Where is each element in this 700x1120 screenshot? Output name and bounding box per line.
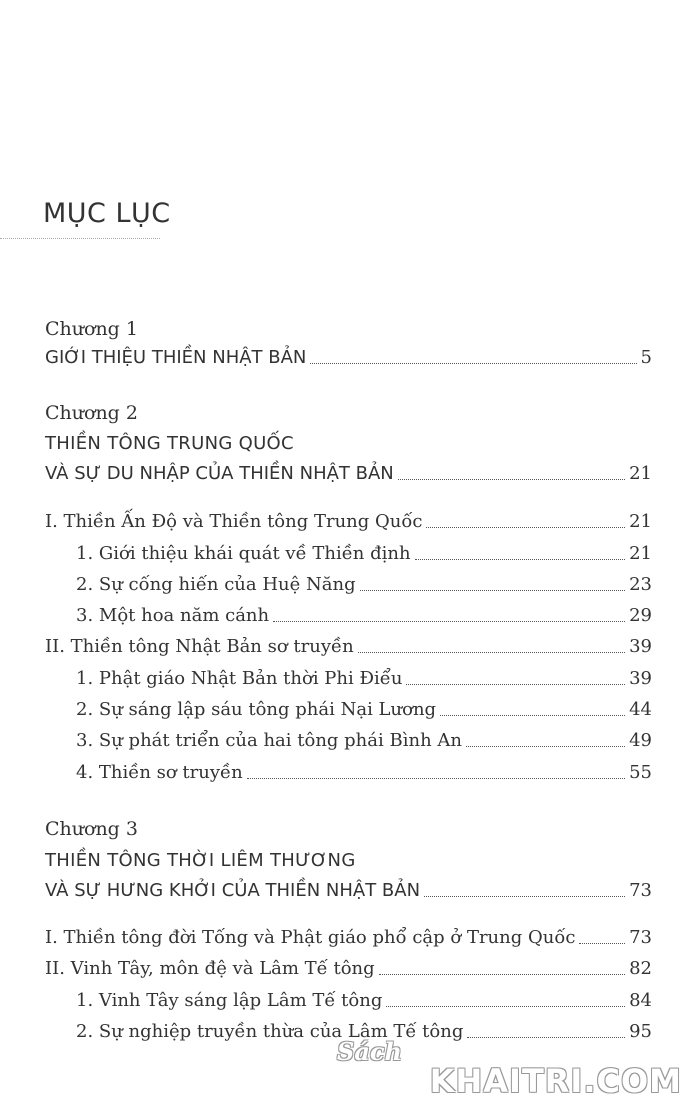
dot-leader [426, 527, 625, 528]
toc-entry-page: 44 [629, 699, 652, 720]
toc-entry-text: 1. Giới thiệu khái quát về Thiền định [76, 543, 411, 564]
toc-entry-page: 73 [629, 880, 652, 901]
dot-leader [406, 684, 625, 685]
toc-entry-text: 2. Sự nghiệp truyền thừa của Lâm Tế tông [76, 1021, 464, 1042]
dot-leader [424, 896, 625, 897]
toc-entry-text: 2. Sự sáng lập sáu tông phái Nại Lương [76, 699, 437, 720]
dot-leader [360, 590, 625, 591]
toc-entry-page: 95 [629, 1021, 652, 1042]
toc-entry-text: I. Thiền Ấn Độ và Thiền tông Trung Quốc [45, 511, 423, 532]
page-title: MỤC LỤC [43, 198, 171, 229]
toc-entry-page: 21 [629, 511, 652, 532]
toc-entry[interactable] [76, 667, 652, 691]
toc-entry[interactable] [76, 989, 652, 1013]
toc-entry-page: 21 [629, 543, 652, 564]
toc-entry[interactable] [76, 604, 652, 628]
toc-entry-text: 3. Một hoa năm cánh [76, 605, 270, 626]
chapter-1-label: Chương 1 [45, 318, 138, 340]
dot-leader [440, 715, 625, 716]
dot-leader [415, 559, 626, 560]
dot-leader [579, 943, 625, 944]
toc-entry[interactable] [45, 926, 652, 950]
toc-entry[interactable] [45, 635, 652, 659]
toc-entry-page: 49 [629, 730, 652, 751]
toc-entry-text: 1. Vinh Tây sáng lập Lâm Tế tông [76, 990, 383, 1011]
toc-entry[interactable] [45, 957, 652, 981]
toc-entry[interactable] [76, 573, 652, 597]
toc-entry[interactable] [45, 879, 652, 903]
dot-leader [386, 1006, 625, 1007]
toc-entry-page: 29 [629, 605, 652, 626]
toc-entry[interactable] [76, 729, 652, 753]
toc-entry-text: 1. Phật giáo Nhật Bản thời Phi Điểu [76, 668, 403, 689]
toc-entry-text: 2. Sự cống hiến của Huệ Năng [76, 574, 356, 595]
toc-entry-page: 39 [629, 668, 652, 689]
toc-entry[interactable] [76, 542, 652, 566]
chapter-2-label: Chương 2 [45, 402, 138, 424]
toc-entry-page: 55 [629, 762, 652, 783]
toc-entry[interactable] [76, 698, 652, 722]
watermark-text: KHAITRI.COM [429, 1062, 682, 1100]
toc-entry-text: GIỚI THIỆU THIỀN NHẬT BẢN [45, 347, 307, 368]
toc-entry-page: 39 [629, 636, 652, 657]
toc-entry-page: 21 [629, 463, 652, 484]
watermark-script: Sách [337, 1037, 402, 1066]
toc-entry-text: VÀ SỰ DU NHẬP CỦA THIỀN NHẬT BẢN [45, 463, 394, 484]
toc-entry-page: 84 [629, 990, 652, 1011]
toc-entry[interactable] [45, 346, 652, 370]
toc-entry-text: I. Thiền tông đời Tống và Phật giáo phổ cập ở Trung Quốc [45, 927, 576, 948]
toc-entry-page: 23 [629, 574, 652, 595]
toc-entry[interactable] [76, 761, 652, 785]
toc-entry-text: VÀ SỰ HƯNG KHỞI CỦA THIỀN NHẬT BẢN [45, 880, 421, 901]
chapter-2-heading: THIỀN TÔNG TRUNG QUỐC [45, 433, 294, 454]
dot-leader [358, 652, 625, 653]
toc-entry-page: 5 [640, 347, 652, 368]
chapter-3-heading: THIỀN TÔNG THỜI LIÊM THƯƠNG [45, 850, 356, 871]
dot-leader [247, 778, 625, 779]
dot-leader [310, 363, 636, 364]
toc-entry-page: 73 [629, 927, 652, 948]
toc-entry-text: 4. Thiền sơ truyền [76, 762, 243, 783]
chapter-3-label: Chương 3 [45, 818, 138, 840]
dot-leader [398, 479, 625, 480]
toc-entry[interactable] [45, 510, 652, 534]
dot-leader [273, 621, 625, 622]
toc-entry[interactable] [45, 462, 652, 486]
title-rule [0, 238, 160, 239]
toc-entry-text: II. Thiền tông Nhật Bản sơ truyền [45, 636, 354, 657]
dot-leader [466, 746, 625, 747]
toc-entry-page: 82 [629, 958, 652, 979]
watermark-logo [337, 1037, 682, 1100]
toc-entry-text: 3. Sự phát triển của hai tông phái Bình An [76, 730, 462, 751]
toc-entry-text: II. Vinh Tây, môn đệ và Lâm Tế tông [45, 958, 375, 979]
dot-leader [379, 974, 625, 975]
